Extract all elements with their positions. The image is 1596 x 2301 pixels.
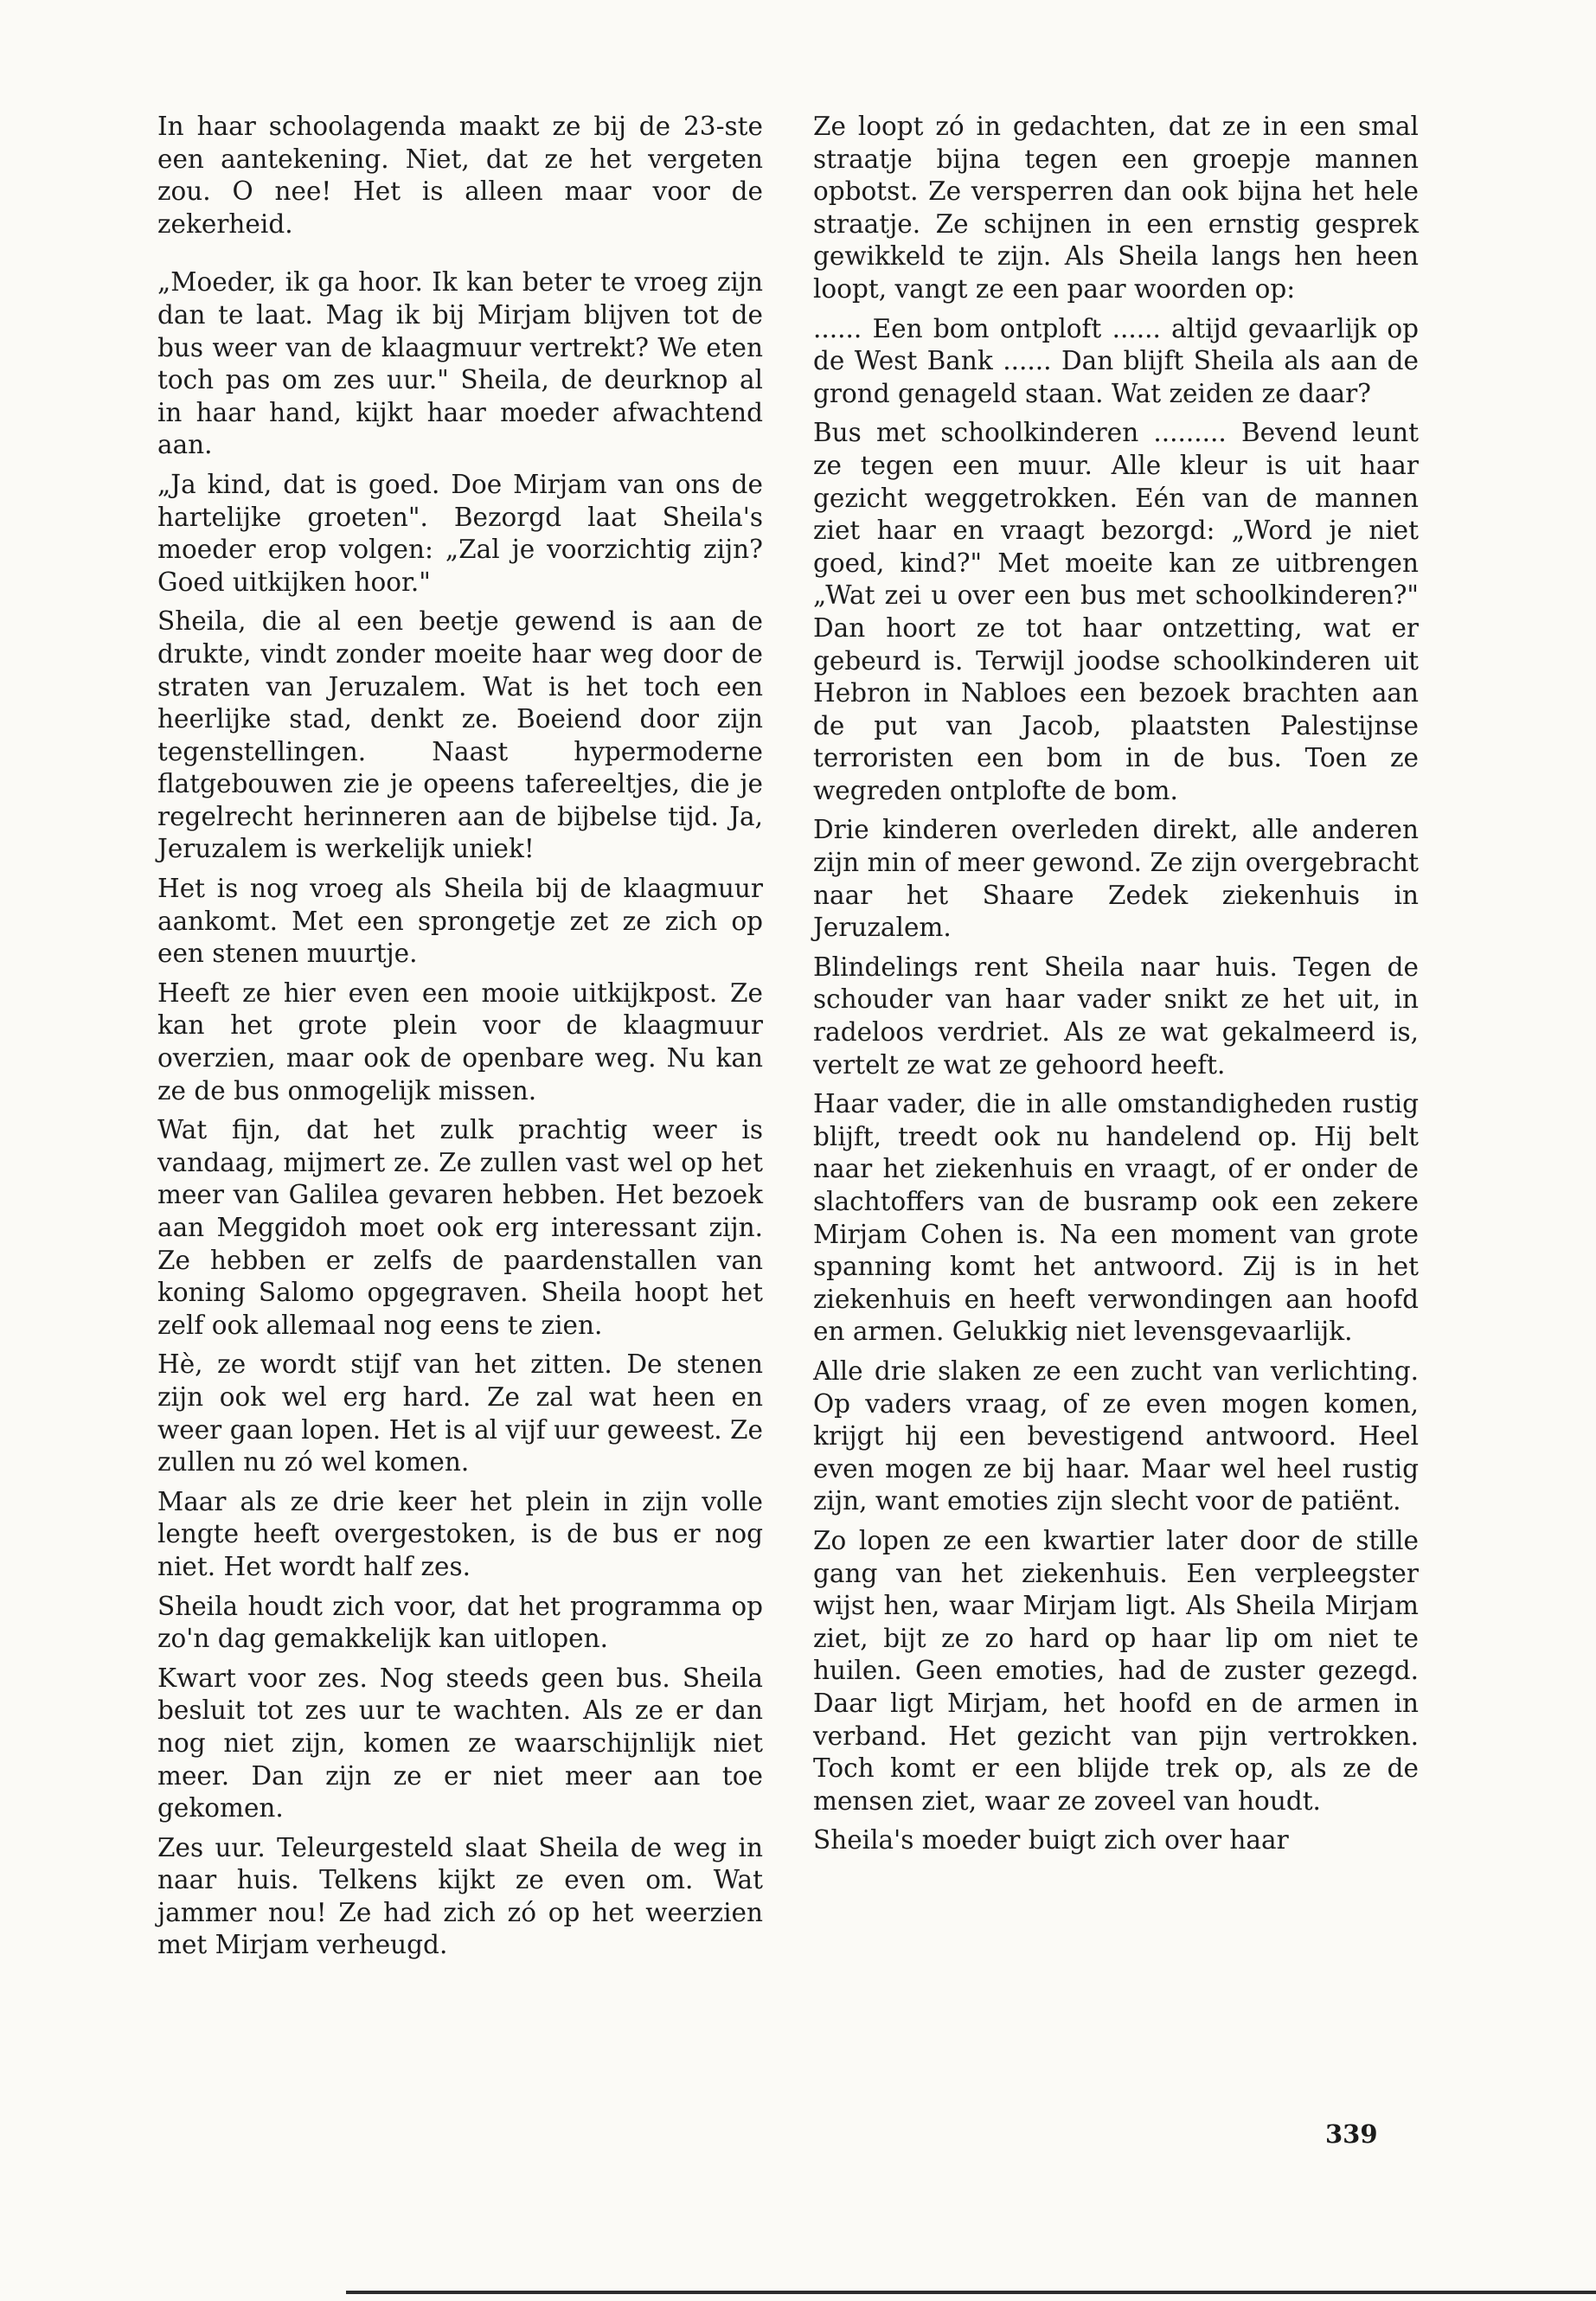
left-column xyxy=(157,111,763,1969)
paragraph: Hè, ze wordt stijf van het zitten. De stenen zijn ook wel erg hard. Ze zal wat heen en weer gaan lopen. Het is al vijf uur geweest. Ze zullen nu zó wel komen. xyxy=(157,1349,763,1477)
paragraph: „Ja kind, dat is goed. Doe Mirjam van ons de hartelijke groeten". Bezorgd laat Sheila's moeder erop volgen: „Zal je voorzichtig zijn? Goed uitkijken hoor." xyxy=(157,469,763,597)
paragraph: Kwart voor zes. Nog steeds geen bus. Sheila besluit tot zes uur te wachten. Als ze er dan nog niet zijn, komen ze waarschijnlijk niet meer. Dan zijn ze er niet meer aan toe gekomen. xyxy=(157,1663,763,1823)
paragraph: Alle drie slaken ze een zucht van verlichting. Op vaders vraag, of ze even mogen komen, krijgt hij een bevestigend antwoord. Heel even mogen ze bij haar. Maar wel heel rustig zijn, want emoties zijn slecht voor de patiënt. xyxy=(813,1356,1419,1516)
paragraph: Het is nog vroeg als Sheila bij de klaagmuur aankomt. Met een sprongetje zet ze zich op een stenen muurtje. xyxy=(157,874,763,969)
page-number: 339 xyxy=(1325,2119,1378,2149)
paragraph: Sheila houdt zich voor, dat het programma op zo'n dag gemakkelijk kan uitlopen. xyxy=(157,1591,763,1654)
paragraph: In haar schoolagenda maakt ze bij de 23-ste een aantekening. Niet, dat ze het vergeten zou. O nee! Het is alleen maar voor de zekerheid. xyxy=(157,112,763,239)
paragraph: Maar als ze drie keer het plein in zijn volle lengte heeft overgestoken, is de bus er nog niet. Het wordt half zes. xyxy=(157,1486,763,1581)
paragraph: Bus met schoolkinderen ......... Bevend leunt ze tegen een muur. Alle kleur is uit haar gezicht weggetrokken. Eén van de mannen ziet haar en vraagt bezorgd: „Word je niet goed, kind?" Met moeite kan ze uitbrengen „Wat zei u over een bus met schoolkinderen?" Dan hoort ze tot haar ontzetting, wat er gebeurd is. Terwijl joodse schoolkinderen uit Hebron in Nabloes een bezoek brachten aan de put van Jacob, plaatsten Palestijnse terroristen een bom in de bus. Toen ze wegreden ontplofte de bom. xyxy=(813,418,1419,805)
paragraph: Zo lopen ze een kwartier later door de stille gang van het ziekenhuis. Een verpleegster wijst hen, waar Mirjam ligt. Als Sheila Mirjam ziet, bijt ze zo hard op haar lip om niet te huilen. Geen emoties, had de zuster gezegd. Daar ligt Mirjam, het hoofd en de armen in verband. Het gezicht van pijn vertrokken. Toch komt er een blijde trek op, als ze de mensen ziet, waar ze zoveel van houdt. xyxy=(813,1525,1419,1816)
paragraph: Sheila's moeder buigt zich over haar xyxy=(813,1825,1289,1856)
right-column xyxy=(813,111,1419,1864)
paragraph: Blindelings rent Sheila naar huis. Tegen de schouder van haar vader snikt ze het uit, in radeloos verdriet. Als ze wat gekalmeerd is, vertelt ze wat ze gehoord heeft. xyxy=(813,952,1419,1080)
paragraph: ...... Een bom ontploft ...... altijd gevaarlijk op de West Bank ...... Dan blijft Sheila als aan de grond genageld staan. Wat zeiden ze daar? xyxy=(813,313,1419,408)
paragraph: Zes uur. Teleurgesteld slaat Sheila de weg in naar huis. Telkens kijkt ze even om. Wat jammer nou! Ze had zich zó op het weerzien met Mirjam verheugd. xyxy=(157,1832,763,1960)
paragraph: Haar vader, die in alle omstandigheden rustig blijft, treedt ook nu handelend op. Hij belt naar het ziekenhuis en vraagt, of er onder de slachtoffers van de busramp ook een zekere Mirjam Cohen is. Na een moment van grote spanning komt het antwoord. Zij is in het ziekenhuis en heeft verwondingen aan hoofd en armen. Gelukkig niet levensgevaarlijk. xyxy=(813,1089,1419,1347)
paragraph: Sheila, die al een beetje gewend is aan de drukte, vindt zonder moeite haar weg door de straten van Jeruzalem. Wat is het toch een heerlijke stad, denkt ze. Boeiend door zijn tegenstellingen. Naast hypermoderne flatgebouwen zie je opeens tafereeltjes, die je regelrecht herinneren aan de bijbelse tijd. Ja, Jeruzalem is werkelijk uniek! xyxy=(157,606,763,864)
bottom-rule xyxy=(346,2291,1596,2294)
paragraph: Heeft ze hier even een mooie uitkijkpost. Ze kan het grote plein voor de klaagmuur overzien, maar ook de openbare weg. Nu kan ze de bus onmogelijk missen. xyxy=(157,977,763,1106)
paragraph: Wat fijn, dat het zulk prachtig weer is vandaag, mijmert ze. Ze zullen vast wel op het meer van Galilea gevaren hebben. Het bezoek aan Meggidoh moet ook erg interessant zijn. Ze hebben er zelfs de paardenstallen van koning Salomo opgegraven. Sheila hoopt het zelf ook allemaal nog eens te zien. xyxy=(157,1115,763,1340)
paragraph: Drie kinderen overleden direkt, alle anderen zijn min of meer gewond. Ze zijn overgebracht naar het Shaare Zedek ziekenhuis in Jeruzalem. xyxy=(813,815,1419,943)
paragraph: Ze loopt zó in gedachten, dat ze in een smal straatje bijna tegen een groepje mannen opbotst. Ze versperren dan ook bijna het hele straatje. Ze schijnen in een ernstig gesprek gewikkeld te zijn. Als Sheila langs hen heen loopt, vangt ze een paar woorden op: xyxy=(813,112,1419,304)
paragraph: „Moeder, ik ga hoor. Ik kan beter te vroeg zijn dan te laat. Mag ik bij Mirjam blijven tot de bus weer van de klaagmuur vertrekt? We eten toch pas om zes uur." Sheila, de deurknop al in haar hand, kijkt haar moeder afwachtend aan. xyxy=(157,267,763,460)
